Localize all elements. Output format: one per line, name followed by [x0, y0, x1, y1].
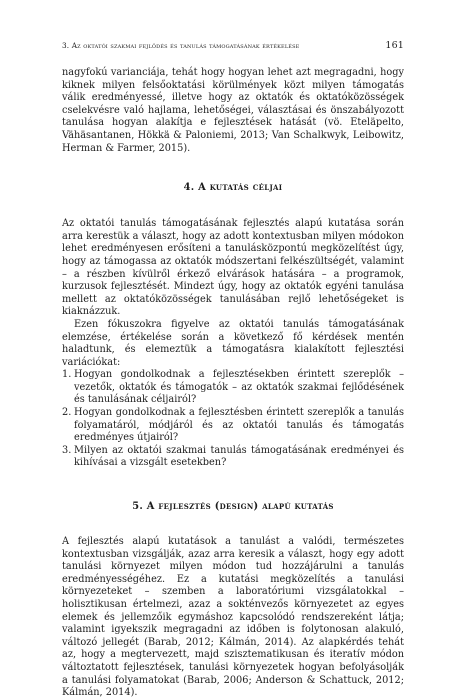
- section-heading-design-based-research: 5. A fejlesztés (design) alapú kutatás: [132, 501, 334, 513]
- design-research-paragraph: A fejlesztés alapú kutatások a tanulást a valódi, természetes kontextusban vizsgálják, azaz arra keresik a választ, hogy egy adott tanulási környezet milyen módon tud hozzájárulni a tanulás eredményességéhez. Ez a kutatási megközelítés a tanulási környezeteket – szemben a laboratóriumi vizsgálatokkal – holisztikusan értelmezi, azaz a sokténvezős környezetet az egyes elemek és jellemzőik egymáshoz kapcsolódó rendszereként látja; valamint igyekszik megragadni az időben is folytonosan alakuló, változó jellegét (Barab, 2012; Kálmán, 2014). Az alapkérdés tehát az, hogy a megtervezett, majd szisztematikusan és iteratív módon változtatott fejlesztések, tanulási környezetek hogyan befolyásolják a tanulási folyamatokat (Barab, 2006; Anderson & Schattuck, 2012; Kálmán, 2014).: [62, 536, 404, 699]
- list-item-number: 3.: [62, 444, 72, 456]
- list-item: [62, 369, 404, 407]
- page: [62, 40, 404, 700]
- list-item-text: Hogyan gondolkodnak a fejlesztésben érintett szereplők a tanulás folyamatáról, módjáról és az oktatói tanulás és támogatás eredményes útjairól?: [74, 407, 404, 444]
- list-item-text: Milyen az oktatói szakmai tanulás támogatásának eredményei és kihívásai a vizsgált esetekben?: [74, 444, 404, 469]
- running-head: [62, 40, 404, 52]
- list-item: [62, 407, 404, 445]
- research-goals-paragraph-2: Ezen fókuszokra figyelve az oktatói tanulás támogatásának elemzése, értékelése során a következő fő kérdések mentén haladtunk, és elemeztük a támogatásra kialakított fejlesztési variációkat:: [62, 318, 404, 368]
- page-number: 161: [385, 40, 404, 51]
- list-item-number: 2.: [62, 407, 72, 419]
- list-item: [62, 445, 404, 470]
- research-goals-paragraph-1: Az oktatói tanulás támogatásának fejlesztés alapú kutatása során arra kerestük a választ, hogy az adott kontextusban milyen módokon lehet eredményesen erősíteni a tanulásközpontú megközelítést úgy, hogy az támogassa az oktatók módszertani felkészültségét, valamint – a részben kívülről érkező elvárások hatására – a programok, kurzusok fejlesztését. Mindezt úgy, hogy az oktatók egyéni tanulása mellett az oktatóközösségek tanulásában rejlő lehetőségeket is kiaknázzuk.: [62, 218, 404, 318]
- research-questions-list: [62, 369, 404, 470]
- intro-paragraph: nagyfokú varianciája, tehát hogy hogyan lehet azt megragadni, hogy kiknek milyen felsőoktatási körülmények közt milyen támogatás válik eredményessé, illetve hogy az oktatók és oktatóközösségek cselekvésre való hajlama, lehetőségei, választásai és önszabályozott tanulása hogyan alakítja e fejlesztések hatását (vö. Eteläpelto, Vähäsantanen, Hökkä & Paloniemi, 2013; Van Schalkwyk, Leibowitz, Herman & Farmer, 2015).: [62, 67, 404, 154]
- running-head-title: 3. Az oktatói szakmai fejlődés és tanulás támogatásának értékelése: [62, 41, 300, 50]
- section-heading-research-goals: 4. A kutatás céljai: [183, 182, 283, 194]
- list-item-text: Hogyan gondolkodnak a fejlesztésekben érintett szereplők – vezetők, oktatók és támogatók – az oktatók szakmai fejlődésének és tanulásának céljairól?: [74, 369, 404, 406]
- list-item-number: 1.: [62, 369, 72, 381]
